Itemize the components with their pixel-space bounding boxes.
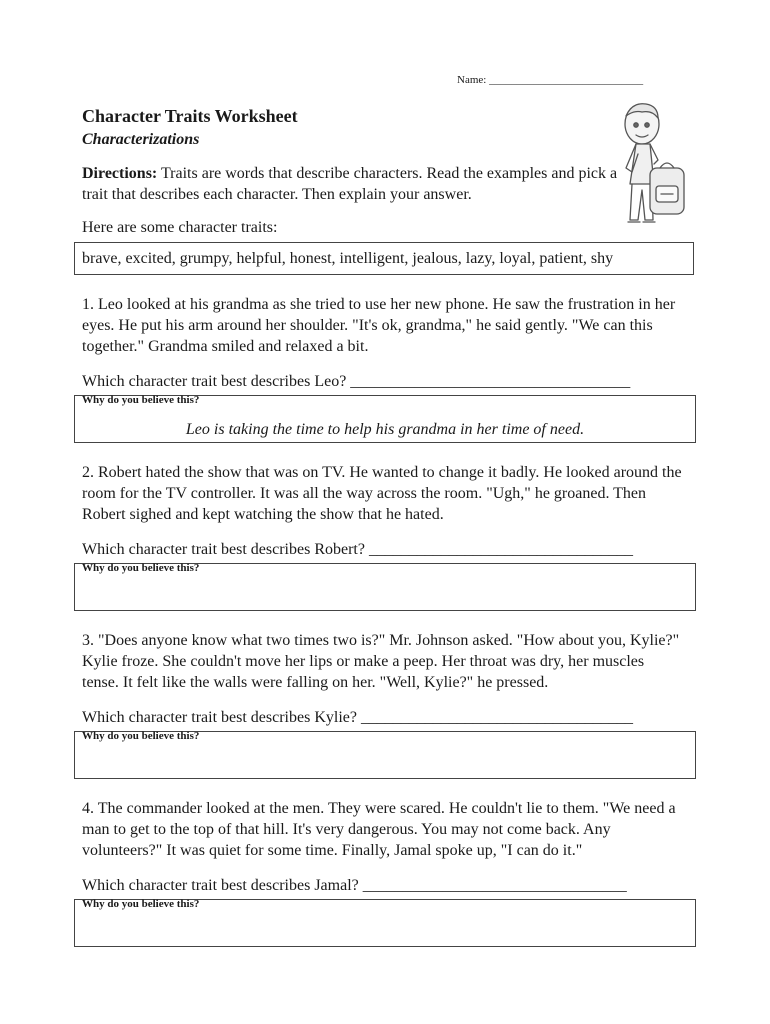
page-title: Character Traits Worksheet — [82, 106, 298, 126]
story-3: 3. "Does anyone know what two times two is?" Mr. Johnson asked. "How about you, Kylie?" Kylie froze. She couldn't move her lips or make a peep. Her throat was dry, her muscles tense. It felt like the walls were falling on her. "Well, Kylie?" he pressed. — [82, 632, 680, 691]
directions-label: Directions: — [82, 165, 158, 182]
directions-text: Traits are words that describe characters. Read the examples and pick a trait that describes each character. Then explain your answer. — [82, 165, 618, 203]
traits-intro: Here are some character traits: — [82, 219, 278, 236]
answer-label-3: Why do you believe this? — [82, 730, 200, 742]
boy-with-backpack-illustration — [612, 98, 698, 240]
answer-box-3[interactable] — [74, 731, 696, 779]
story-2: 2. Robert hated the show that was on TV. He wanted to change it badly. He looked around the room for the TV controller. It was all the way across the room. "Ugh," he groaned. Then Robert sighed and kept watching the show that he hated. — [82, 464, 682, 523]
answer-box-2[interactable] — [74, 563, 696, 611]
answer-box-1[interactable] — [74, 395, 696, 443]
trait-question-4[interactable]: Which character trait best describes Jamal? _________________________________ — [82, 877, 627, 894]
traits-list-box: brave, excited, grumpy, helpful, honest, intelligent, jealous, lazy, loyal, patient, shy — [74, 242, 694, 275]
trait-question-3[interactable]: Which character trait best describes Kylie? __________________________________ — [82, 709, 633, 726]
trait-question-2[interactable]: Which character trait best describes Robert? _________________________________ — [82, 541, 633, 558]
directions — [82, 163, 622, 205]
answer-label-4: Why do you believe this? — [82, 898, 200, 910]
answer-box-4[interactable] — [74, 899, 696, 947]
answer-text-1: Leo is taking the time to help his grandma in her time of need. — [185, 421, 585, 438]
name-field[interactable]: Name: ____________________________ — [457, 74, 644, 86]
answer-label-1: Why do you believe this? — [82, 394, 200, 406]
story-4: 4. The commander looked at the men. They were scared. He couldn't lie to them. "We need a man to get to the top of that hill. It's very dangerous. You may not come back. Any volunteers?" It was quiet for some time. Finally, Jamal spoke up, "I can do it." — [82, 800, 676, 859]
answer-label-2: Why do you believe this? — [82, 562, 200, 574]
trait-question-1[interactable]: Which character trait best describes Leo? ___________________________________ — [82, 373, 631, 390]
page-subtitle: Characterizations — [82, 131, 200, 148]
story-1: 1. Leo looked at his grandma as she tried to use her new phone. He saw the frustration in her eyes. He put his arm around her shoulder. "It's ok, grandma," he said gently. "We can this together." Grandma smiled and relaxed a bit. — [82, 296, 676, 355]
